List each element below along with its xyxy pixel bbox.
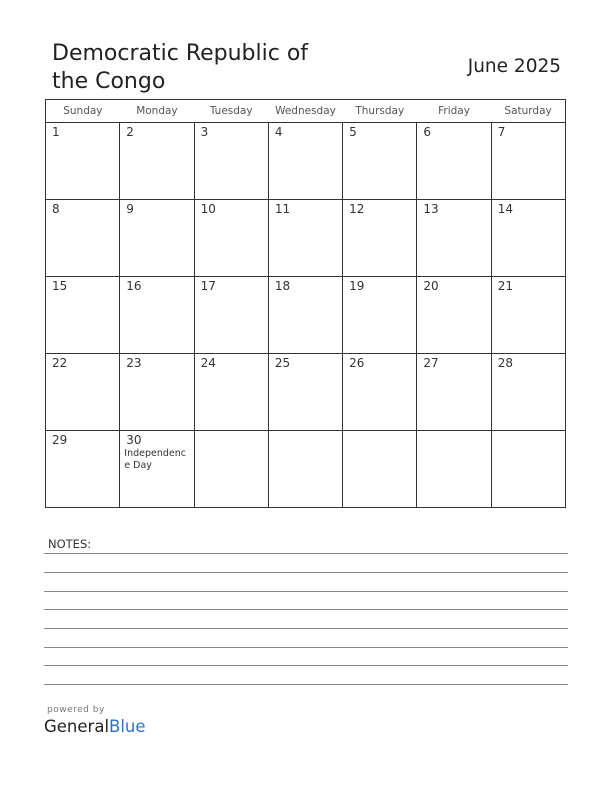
- weekday-header: Friday: [417, 100, 491, 123]
- day-number: 22: [52, 356, 68, 370]
- day-cell: [417, 431, 491, 508]
- day-number: 15: [52, 279, 68, 293]
- day-cell: [194, 123, 268, 200]
- day-cell: [491, 431, 565, 508]
- brand-part-2: Blue: [109, 717, 146, 736]
- day-cell: [120, 123, 194, 200]
- note-line: [44, 628, 568, 629]
- day-cell: [343, 431, 417, 508]
- note-line: [44, 553, 568, 554]
- week-row: [46, 354, 566, 431]
- day-number: 16: [126, 279, 142, 293]
- day-number: 1: [52, 125, 60, 139]
- day-number: 11: [274, 202, 291, 216]
- day-cell: [46, 200, 120, 277]
- calendar-grid: [45, 99, 566, 508]
- day-number: 14: [497, 202, 513, 216]
- day-cell: [491, 123, 565, 200]
- weekday-header: Sunday: [46, 100, 120, 123]
- day-number: [269, 431, 342, 433]
- note-line: [44, 665, 568, 666]
- day-number: 21: [497, 279, 513, 293]
- note-line: [44, 647, 568, 648]
- day-cell: [46, 354, 120, 431]
- brand-part-1: General: [44, 717, 110, 736]
- day-cell: [491, 200, 565, 277]
- day-number: 18: [274, 279, 291, 293]
- day-number: [417, 431, 490, 433]
- day-number: 25: [274, 356, 291, 370]
- day-number: 9: [126, 202, 134, 216]
- day-cell: [343, 277, 417, 354]
- powered-by-text: powered by: [47, 705, 105, 715]
- day-cell: [120, 431, 194, 508]
- day-number: 24: [200, 356, 216, 370]
- day-cell: [491, 277, 565, 354]
- title-line-2: the Congo: [52, 69, 166, 94]
- day-cell: [268, 123, 342, 200]
- day-cell: [491, 354, 565, 431]
- day-number: 13: [423, 202, 439, 216]
- weekday-header: Wednesday: [268, 100, 342, 123]
- week-row: [46, 123, 566, 200]
- day-number: 29: [52, 433, 68, 447]
- day-number: 2: [126, 125, 134, 139]
- day-number: 19: [349, 279, 365, 293]
- day-cell: [268, 200, 342, 277]
- day-cell: [46, 123, 120, 200]
- day-cell: [417, 277, 491, 354]
- day-cell: [194, 200, 268, 277]
- note-line: [44, 684, 568, 685]
- day-number: 17: [200, 279, 216, 293]
- day-cell: [268, 277, 342, 354]
- title-line-1: Democratic Republic of: [52, 41, 309, 66]
- day-cell: [194, 431, 268, 508]
- day-number: 6: [423, 125, 432, 139]
- weekday-header: Thursday: [343, 100, 417, 123]
- week-row: [46, 200, 566, 277]
- holiday-event: Independence Day: [124, 448, 186, 471]
- note-line: [44, 572, 568, 573]
- day-cell: [268, 431, 342, 508]
- day-number: 12: [349, 202, 365, 216]
- day-cell: [343, 200, 417, 277]
- day-cell: [268, 354, 342, 431]
- day-cell: [417, 123, 491, 200]
- day-cell: [194, 277, 268, 354]
- day-number: 26: [349, 356, 365, 370]
- day-number: [492, 431, 565, 433]
- weekday-header: Tuesday: [194, 100, 268, 123]
- day-cell: [120, 200, 194, 277]
- brand-logo: [44, 717, 146, 736]
- day-cell: [343, 123, 417, 200]
- weekday-header: Saturday: [491, 100, 565, 123]
- note-line: [44, 609, 568, 610]
- day-cell: [194, 354, 268, 431]
- calendar-title: [52, 40, 352, 96]
- notes-label: NOTES:: [48, 537, 92, 551]
- note-line: [44, 591, 568, 592]
- day-number: 27: [423, 356, 439, 370]
- day-cell: [343, 354, 417, 431]
- day-cell: [120, 277, 194, 354]
- day-number: 7: [497, 125, 506, 139]
- day-cell: [46, 431, 120, 508]
- day-number: 23: [126, 356, 142, 370]
- day-number: 4: [274, 125, 283, 139]
- month-label: June 2025: [467, 56, 561, 77]
- day-number: 3: [200, 125, 209, 139]
- weekday-header: Monday: [120, 100, 194, 123]
- day-number: 8: [52, 202, 60, 216]
- day-number: 5: [349, 125, 357, 139]
- day-number: 10: [200, 202, 216, 216]
- day-number: [195, 431, 268, 433]
- day-number: 30: [126, 433, 142, 447]
- day-cell: [417, 200, 491, 277]
- day-number: 28: [497, 356, 513, 370]
- weekday-header-row: [46, 100, 566, 123]
- day-cell: [120, 354, 194, 431]
- day-cell: [417, 354, 491, 431]
- day-number: 20: [423, 279, 439, 293]
- day-cell: [46, 277, 120, 354]
- day-number: [343, 431, 416, 433]
- week-row: [46, 277, 566, 354]
- week-row: [46, 431, 566, 508]
